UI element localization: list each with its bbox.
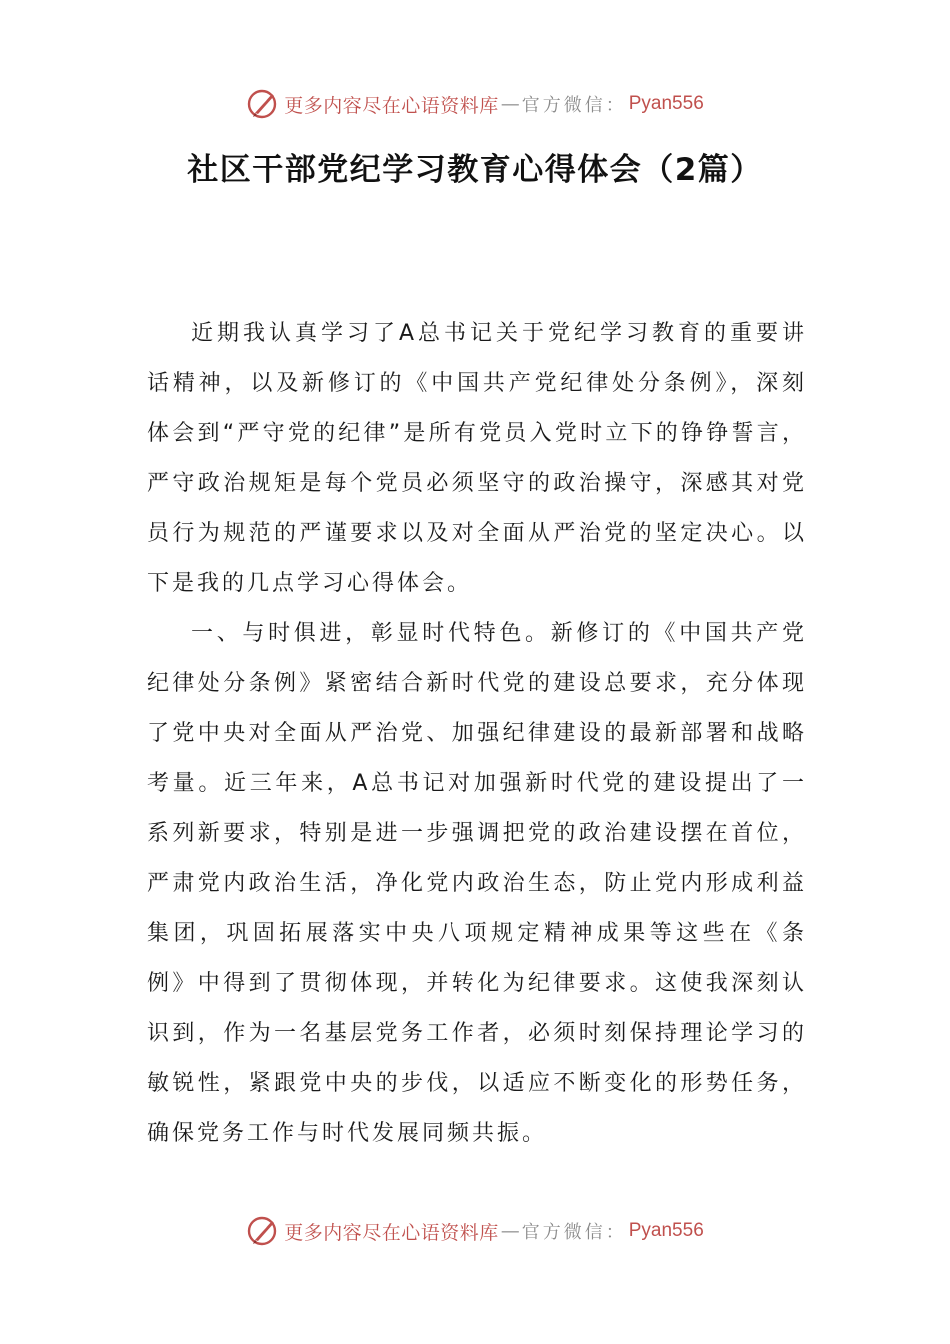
banner-brand-text: 更多内容尽在心语资料库 bbox=[284, 1221, 499, 1244]
document-title: 社区干部党纪学习教育心得体会（2篇） bbox=[187, 152, 763, 188]
body-paragraph: 近期我认真学习了A总书记关于党纪学习教育的重要讲话精神，以及新修订的《中国共产党纪律处分条例》，深刻体会到“严守党的纪律”是所有党员入党时立下的铮铮誓言，严守政治规矩是每个党员必须坚守的政治操守，深感其对党员行为规范的严谨要求以及对全面从严治党的坚定决心。以下是我的几点学习心得体会。 bbox=[147, 321, 807, 596]
banner-dash: — bbox=[500, 93, 520, 115]
banner-brand-text: 更多内容尽在心语资料库 bbox=[284, 94, 499, 117]
document-body bbox=[147, 309, 807, 1159]
body-paragraph: 一、与时俱进，彰显时代特色。新修订的《中国共产党纪律处分条例》紧密结合新时代党的建设总要求，充分体现了党中央对全面从严治党、加强纪律建设的最新部署和战略考量。近三年来，A总书记对加强新时代党的建设提出了一系列新要求，特别是进一步强调把党的政治建设摆在首位，严肃党内政治生活，净化党内政治生态，防止党内形成利益集团，巩固拓展落实中央八项规定精神成果等这些在《条例》中得到了贯彻体现，并转化为纪律要求。这使我深刻认识到，作为一名基层党务工作者，必须时刻保持理论学习的敏锐性，紧跟党中央的步伐，以适应不断变化的形势任务，确保党务工作与时代发展同频共振。 bbox=[147, 621, 807, 1146]
quill-pen-icon bbox=[246, 1214, 280, 1248]
quill-pen-icon bbox=[246, 87, 280, 121]
banner-wechat-id: Pyan556 bbox=[628, 93, 704, 114]
banner-wechat-label: 官方微信： bbox=[521, 1222, 627, 1243]
banner-dash: — bbox=[500, 1220, 520, 1242]
footer-banner bbox=[0, 1211, 950, 1251]
banner-wechat-label: 官方微信： bbox=[521, 95, 627, 116]
header-banner bbox=[0, 84, 950, 124]
banner-wechat-id: Pyan556 bbox=[628, 1220, 704, 1241]
